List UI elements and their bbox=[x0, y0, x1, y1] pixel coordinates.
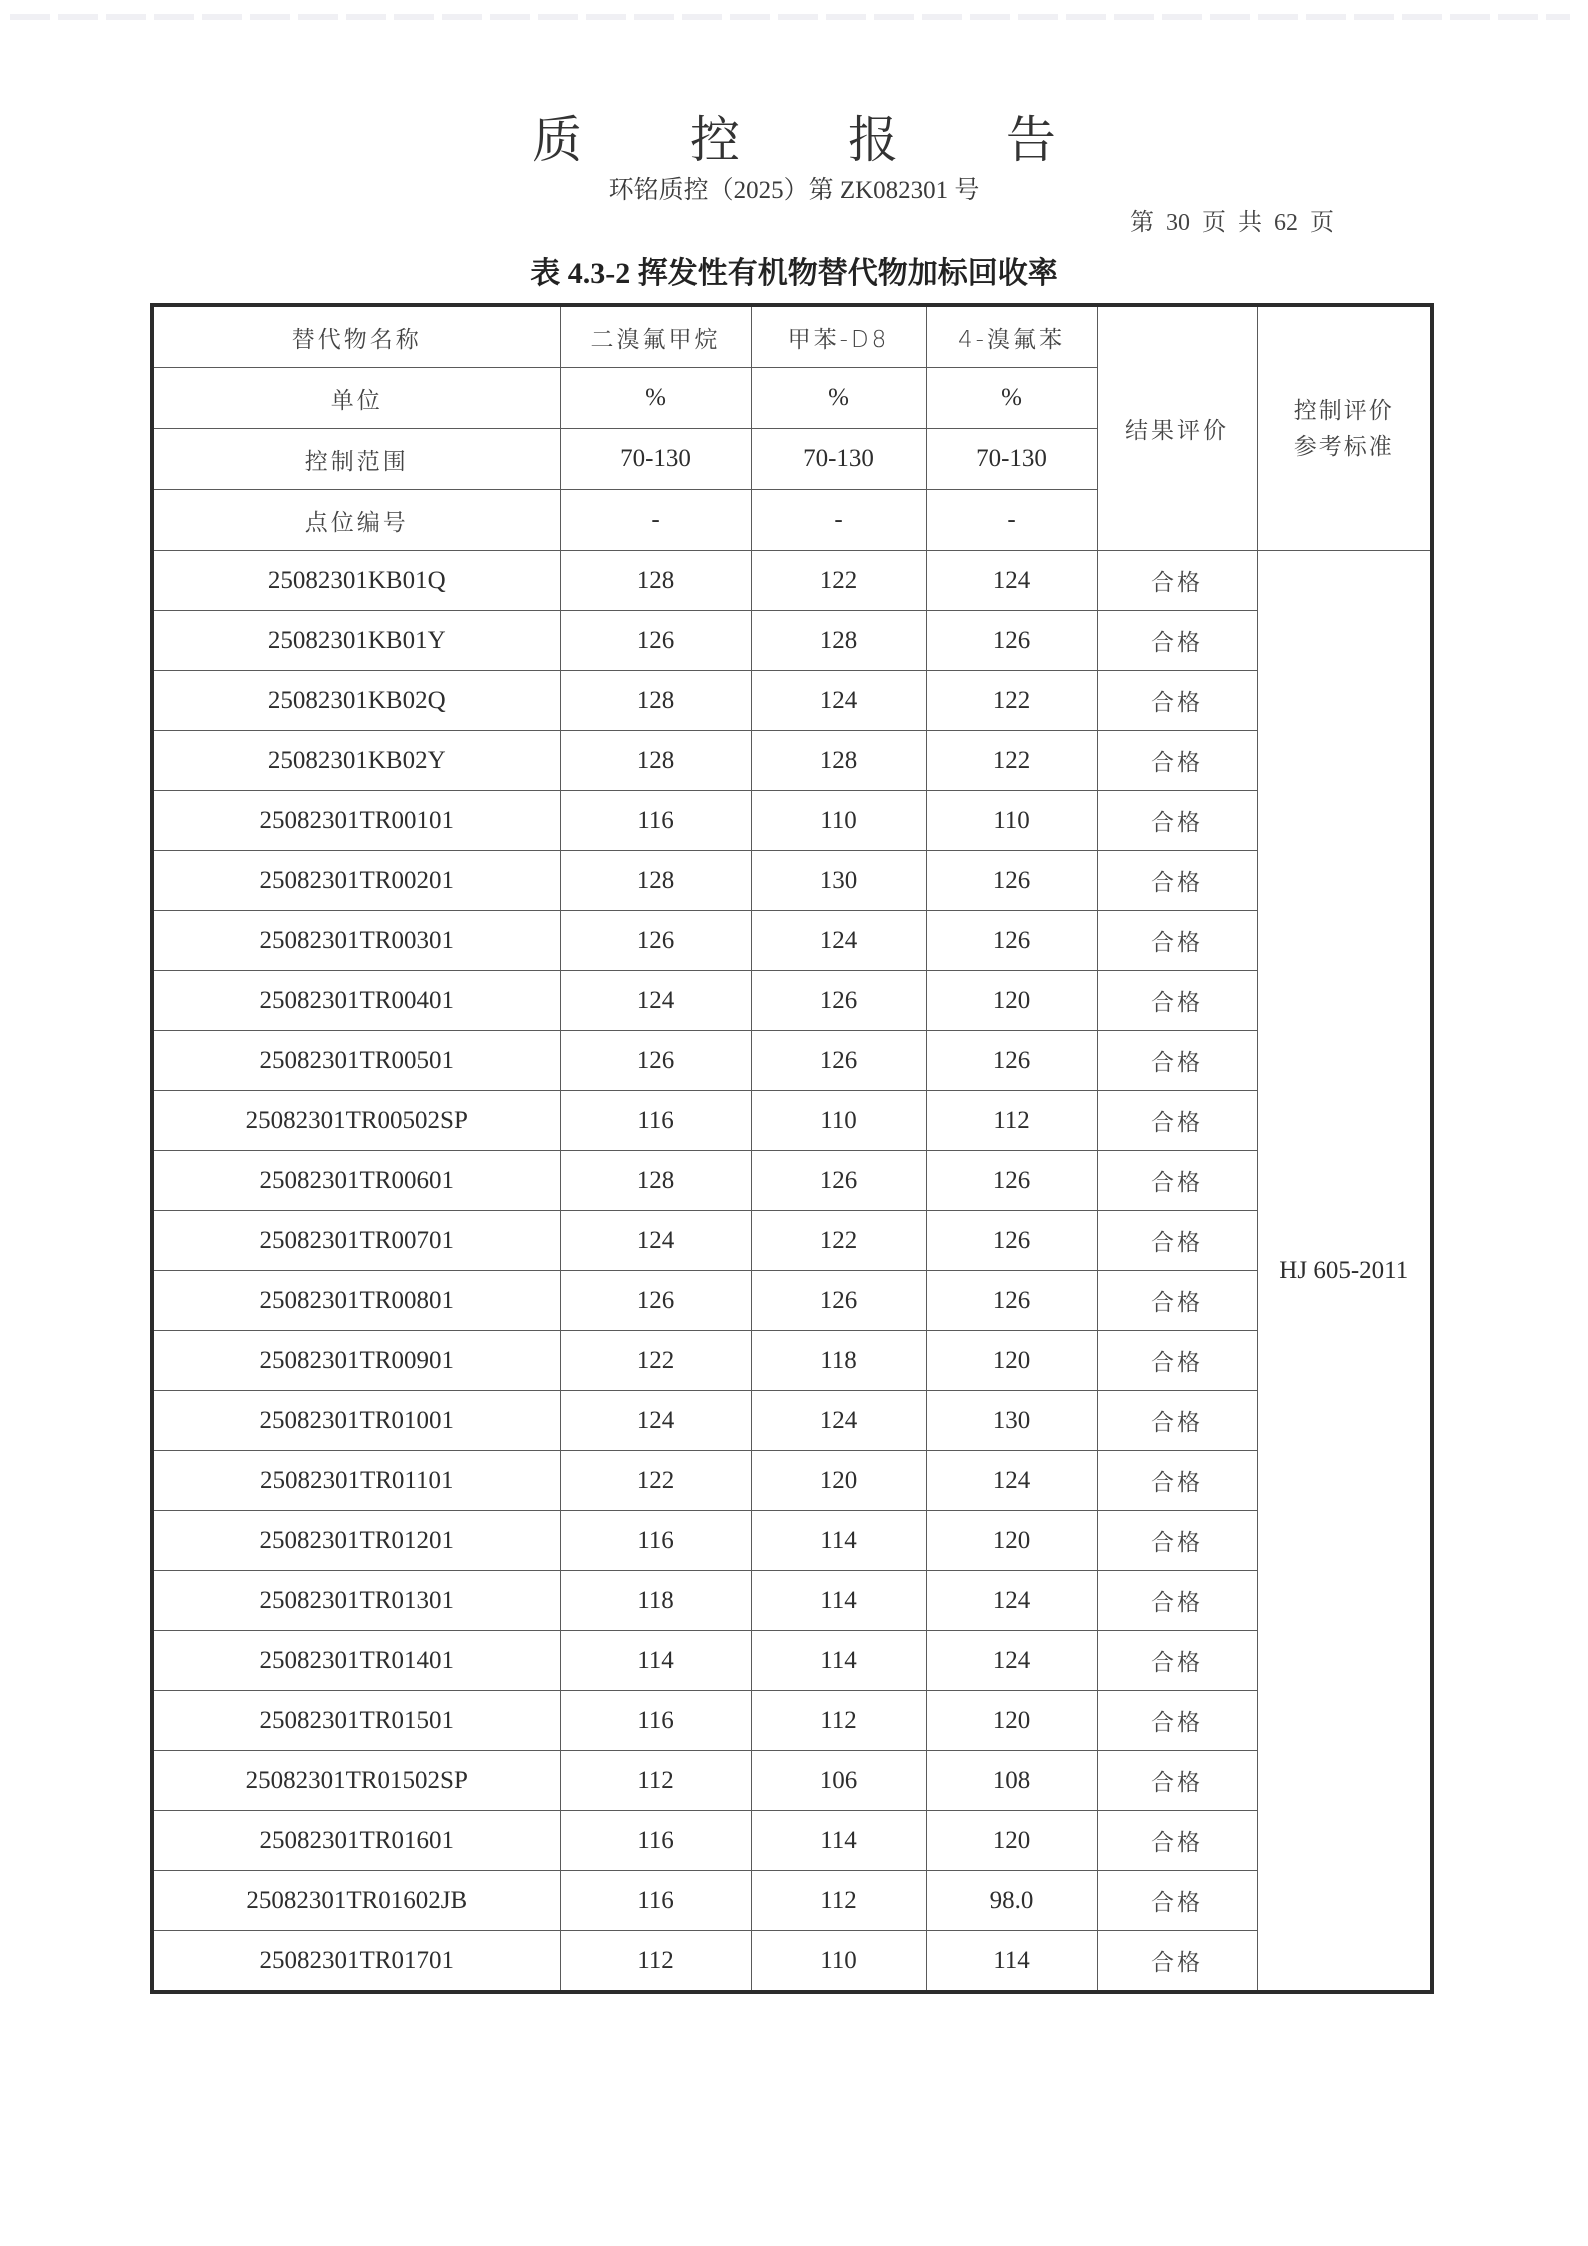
table-row bbox=[152, 1691, 1432, 1751]
value-cell-2: 112 bbox=[751, 1871, 926, 1931]
point-id-cell: 25082301TR01001 bbox=[152, 1391, 560, 1451]
table-row bbox=[152, 1511, 1432, 1571]
value-cell-2: 114 bbox=[751, 1511, 926, 1571]
value-cell-3: 126 bbox=[926, 611, 1097, 671]
point-id-cell: 25082301TR00301 bbox=[152, 911, 560, 971]
value-cell-2: 120 bbox=[751, 1451, 926, 1511]
value-cell-1: 122 bbox=[560, 1331, 751, 1391]
value-cell-3: 126 bbox=[926, 1211, 1097, 1271]
table-row bbox=[152, 731, 1432, 791]
value-cell-2: 114 bbox=[751, 1631, 926, 1691]
col-unit-1: % bbox=[560, 368, 751, 429]
point-id-cell: 25082301TR01701 bbox=[152, 1931, 560, 1993]
value-cell-1: 118 bbox=[560, 1571, 751, 1631]
recovery-table bbox=[150, 303, 1434, 1994]
value-cell-3: 122 bbox=[926, 731, 1097, 791]
value-cell-1: 128 bbox=[560, 551, 751, 611]
value-cell-1: 116 bbox=[560, 1091, 751, 1151]
value-cell-2: 124 bbox=[751, 911, 926, 971]
point-id-cell: 25082301KB02Q bbox=[152, 671, 560, 731]
point-id-cell: 25082301TR01602JB bbox=[152, 1871, 560, 1931]
point-id-cell: 25082301TR01401 bbox=[152, 1631, 560, 1691]
page-info: 第 30 页 共 62 页 bbox=[1130, 210, 1334, 236]
point-id-cell: 25082301KB01Y bbox=[152, 611, 560, 671]
result-cell: 合格 bbox=[1097, 1211, 1257, 1271]
value-cell-1: 116 bbox=[560, 1871, 751, 1931]
result-cell: 合格 bbox=[1097, 1271, 1257, 1331]
point-id-cell: 25082301TR01501 bbox=[152, 1691, 560, 1751]
col-range-3: 70-130 bbox=[926, 429, 1097, 490]
value-cell-3: 126 bbox=[926, 1271, 1097, 1331]
point-id-cell: 25082301TR01101 bbox=[152, 1451, 560, 1511]
value-cell-1: 114 bbox=[560, 1631, 751, 1691]
table-row bbox=[152, 971, 1432, 1031]
table-caption: 表 4.3-2 挥发性有机物替代物加标回收率 bbox=[530, 257, 1058, 290]
table-row bbox=[152, 551, 1432, 611]
value-cell-2: 128 bbox=[751, 731, 926, 791]
point-id-cell: 25082301TR00201 bbox=[152, 851, 560, 911]
table-row bbox=[152, 1751, 1432, 1811]
result-cell: 合格 bbox=[1097, 1331, 1257, 1391]
point-id-cell: 25082301TR00801 bbox=[152, 1271, 560, 1331]
value-cell-2: 122 bbox=[751, 551, 926, 611]
value-cell-2: 128 bbox=[751, 611, 926, 671]
value-cell-3: 124 bbox=[926, 1571, 1097, 1631]
result-cell: 合格 bbox=[1097, 1691, 1257, 1751]
value-cell-3: 120 bbox=[926, 1691, 1097, 1751]
value-cell-1: 124 bbox=[560, 1391, 751, 1451]
col-unit-2: % bbox=[751, 368, 926, 429]
value-cell-1: 112 bbox=[560, 1931, 751, 1993]
result-cell: 合格 bbox=[1097, 1811, 1257, 1871]
value-cell-1: 116 bbox=[560, 1811, 751, 1871]
table-row bbox=[152, 1151, 1432, 1211]
point-id-cell: 25082301TR01601 bbox=[152, 1811, 560, 1871]
table-row bbox=[152, 1571, 1432, 1631]
value-cell-2: 126 bbox=[751, 1031, 926, 1091]
value-cell-2: 110 bbox=[751, 1931, 926, 1993]
result-header: 结果评价 bbox=[1097, 305, 1257, 551]
table-row bbox=[152, 911, 1432, 971]
value-cell-2: 110 bbox=[751, 791, 926, 851]
point-id-cell: 25082301TR00701 bbox=[152, 1211, 560, 1271]
value-cell-1: 128 bbox=[560, 671, 751, 731]
value-cell-3: 124 bbox=[926, 1631, 1097, 1691]
table-row bbox=[152, 1211, 1432, 1271]
value-cell-2: 124 bbox=[751, 671, 926, 731]
value-cell-2: 130 bbox=[751, 851, 926, 911]
value-cell-1: 126 bbox=[560, 1271, 751, 1331]
value-cell-1: 128 bbox=[560, 731, 751, 791]
value-cell-3: 120 bbox=[926, 1511, 1097, 1571]
value-cell-1: 116 bbox=[560, 1511, 751, 1571]
col-unit-3: % bbox=[926, 368, 1097, 429]
report-title: 质 控 报 告 bbox=[532, 111, 1102, 169]
value-cell-3: 126 bbox=[926, 851, 1097, 911]
point-id-cell: 25082301TR00901 bbox=[152, 1331, 560, 1391]
value-cell-2: 114 bbox=[751, 1811, 926, 1871]
point-id-cell: 25082301TR00501 bbox=[152, 1031, 560, 1091]
point-id-cell: 25082301KB02Y bbox=[152, 731, 560, 791]
table-row bbox=[152, 671, 1432, 731]
value-cell-3: 110 bbox=[926, 791, 1097, 851]
result-cell: 合格 bbox=[1097, 1571, 1257, 1631]
table-row bbox=[152, 611, 1432, 671]
value-cell-2: 124 bbox=[751, 1391, 926, 1451]
result-cell: 合格 bbox=[1097, 1031, 1257, 1091]
value-cell-3: 130 bbox=[926, 1391, 1097, 1451]
value-cell-2: 114 bbox=[751, 1571, 926, 1631]
point-id-cell: 25082301TR00101 bbox=[152, 791, 560, 851]
standard-header bbox=[1257, 305, 1432, 551]
result-cell: 合格 bbox=[1097, 851, 1257, 911]
value-cell-1: 116 bbox=[560, 791, 751, 851]
result-cell: 合格 bbox=[1097, 611, 1257, 671]
value-cell-2: 118 bbox=[751, 1331, 926, 1391]
result-cell: 合格 bbox=[1097, 971, 1257, 1031]
table-row bbox=[152, 1451, 1432, 1511]
col-point-1: - bbox=[560, 490, 751, 551]
point-id-cell: 25082301KB01Q bbox=[152, 551, 560, 611]
point-id-cell: 25082301TR00601 bbox=[152, 1151, 560, 1211]
result-cell: 合格 bbox=[1097, 911, 1257, 971]
value-cell-3: 120 bbox=[926, 1811, 1097, 1871]
row-label-unit: 单位 bbox=[152, 368, 560, 429]
point-id-cell: 25082301TR00401 bbox=[152, 971, 560, 1031]
result-cell: 合格 bbox=[1097, 1151, 1257, 1211]
result-cell: 合格 bbox=[1097, 551, 1257, 611]
value-cell-2: 126 bbox=[751, 971, 926, 1031]
value-cell-3: 114 bbox=[926, 1931, 1097, 1993]
standard-header-line1: 控制评价 bbox=[1293, 397, 1394, 424]
value-cell-3: 112 bbox=[926, 1091, 1097, 1151]
col-range-2: 70-130 bbox=[751, 429, 926, 490]
col-name-3: 4-溴氟苯 bbox=[926, 305, 1097, 368]
value-cell-2: 112 bbox=[751, 1691, 926, 1751]
result-cell: 合格 bbox=[1097, 731, 1257, 791]
point-id-cell: 25082301TR01301 bbox=[152, 1571, 560, 1631]
value-cell-1: 122 bbox=[560, 1451, 751, 1511]
table-row bbox=[152, 1811, 1432, 1871]
value-cell-1: 128 bbox=[560, 851, 751, 911]
value-cell-1: 128 bbox=[560, 1151, 751, 1211]
row-label-point: 点位编号 bbox=[152, 490, 560, 551]
result-cell: 合格 bbox=[1097, 1391, 1257, 1451]
table-row bbox=[152, 791, 1432, 851]
row-label-name: 替代物名称 bbox=[152, 305, 560, 368]
result-cell: 合格 bbox=[1097, 1751, 1257, 1811]
value-cell-1: 124 bbox=[560, 1211, 751, 1271]
value-cell-3: 108 bbox=[926, 1751, 1097, 1811]
col-point-2: - bbox=[751, 490, 926, 551]
value-cell-1: 112 bbox=[560, 1751, 751, 1811]
report-number: 环铭质控（2025）第 ZK082301 号 bbox=[608, 177, 980, 204]
value-cell-2: 122 bbox=[751, 1211, 926, 1271]
table-row bbox=[152, 1331, 1432, 1391]
col-name-2: 甲苯-D8 bbox=[751, 305, 926, 368]
value-cell-3: 98.0 bbox=[926, 1871, 1097, 1931]
value-cell-1: 126 bbox=[560, 1031, 751, 1091]
value-cell-3: 124 bbox=[926, 1451, 1097, 1511]
result-cell: 合格 bbox=[1097, 1871, 1257, 1931]
value-cell-3: 120 bbox=[926, 1331, 1097, 1391]
value-cell-1: 124 bbox=[560, 971, 751, 1031]
table-row bbox=[152, 1271, 1432, 1331]
result-cell: 合格 bbox=[1097, 1511, 1257, 1571]
standard-value-cell: HJ 605-2011 bbox=[1257, 551, 1432, 1993]
table-row bbox=[152, 1631, 1432, 1691]
scan-artifact bbox=[10, 14, 1570, 20]
standard-header-line2: 参考标准 bbox=[1293, 433, 1394, 460]
result-cell: 合格 bbox=[1097, 1451, 1257, 1511]
col-point-3: - bbox=[926, 490, 1097, 551]
value-cell-3: 126 bbox=[926, 1151, 1097, 1211]
value-cell-1: 126 bbox=[560, 911, 751, 971]
result-cell: 合格 bbox=[1097, 671, 1257, 731]
col-range-1: 70-130 bbox=[560, 429, 751, 490]
value-cell-3: 122 bbox=[926, 671, 1097, 731]
point-id-cell: 25082301TR00502SP bbox=[152, 1091, 560, 1151]
table-row bbox=[152, 1391, 1432, 1451]
value-cell-2: 126 bbox=[751, 1271, 926, 1331]
row-label-range: 控制范围 bbox=[152, 429, 560, 490]
result-cell: 合格 bbox=[1097, 791, 1257, 851]
table-row bbox=[152, 1871, 1432, 1931]
point-id-cell: 25082301TR01502SP bbox=[152, 1751, 560, 1811]
value-cell-2: 106 bbox=[751, 1751, 926, 1811]
value-cell-2: 110 bbox=[751, 1091, 926, 1151]
table-row bbox=[152, 1031, 1432, 1091]
value-cell-3: 126 bbox=[926, 911, 1097, 971]
value-cell-3: 124 bbox=[926, 551, 1097, 611]
result-cell: 合格 bbox=[1097, 1631, 1257, 1691]
header-row-name bbox=[152, 305, 1432, 368]
col-name-1: 二溴氟甲烷 bbox=[560, 305, 751, 368]
value-cell-3: 126 bbox=[926, 1031, 1097, 1091]
value-cell-3: 120 bbox=[926, 971, 1097, 1031]
value-cell-2: 126 bbox=[751, 1151, 926, 1211]
table-row bbox=[152, 1091, 1432, 1151]
table-row bbox=[152, 1931, 1432, 1993]
value-cell-1: 116 bbox=[560, 1691, 751, 1751]
table-row bbox=[152, 851, 1432, 911]
point-id-cell: 25082301TR01201 bbox=[152, 1511, 560, 1571]
value-cell-1: 126 bbox=[560, 611, 751, 671]
result-cell: 合格 bbox=[1097, 1091, 1257, 1151]
result-cell: 合格 bbox=[1097, 1931, 1257, 1993]
